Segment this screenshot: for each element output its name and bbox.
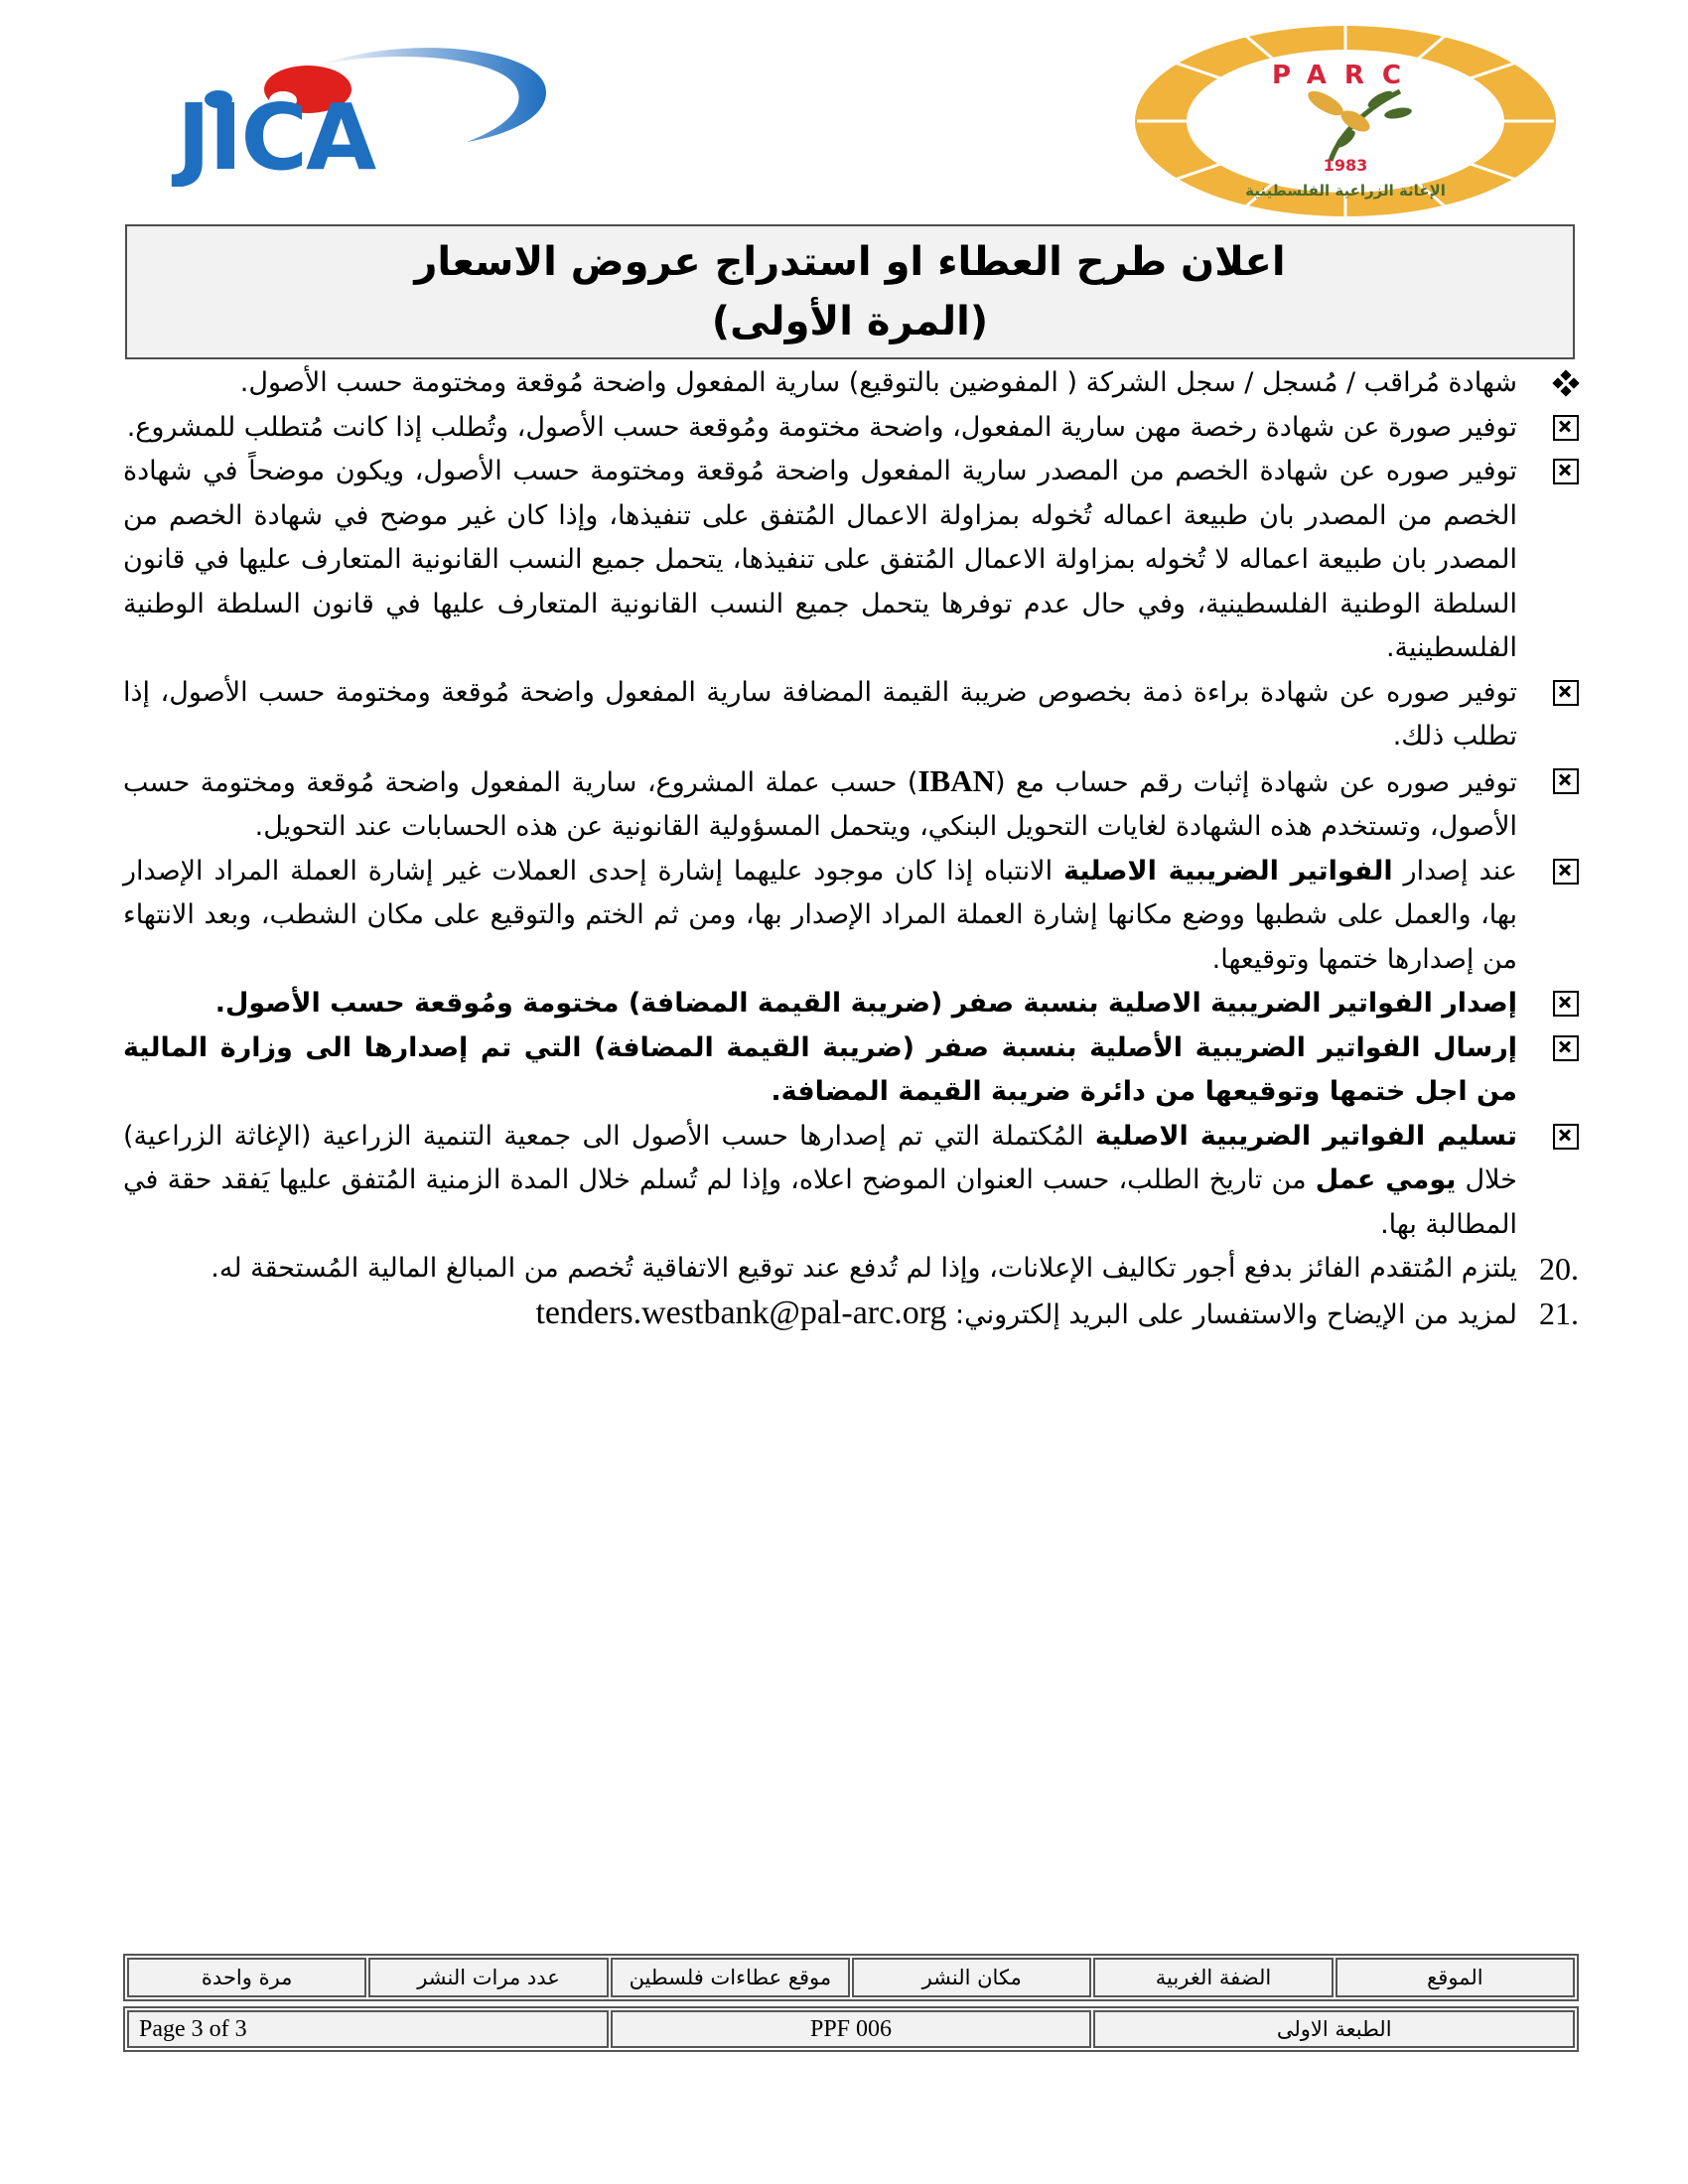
item-text: توفير صوره عن شهادة براءة ذمة بخصوص ضريبة القيمة المضافة سارية المفعول واضحة مُوقعة ومختومة حسب الأصول، إذا تطلب ذلك. — [123, 676, 1517, 751]
svg-text:الإغاثة الزراعية الفلسطينية: الإغاثة الزراعية الفلسطينية — [1245, 182, 1446, 200]
announcement-title-box — [125, 224, 1575, 359]
item-number: 20. — [1539, 1251, 1579, 1287]
document-info-table — [123, 2006, 1579, 2052]
item-number: 21. — [1539, 1295, 1579, 1331]
checkbox-x-icon — [1553, 415, 1579, 441]
checkbox-x-icon — [1553, 1035, 1579, 1061]
list-item — [123, 361, 1579, 406]
item-text: إصدار الفواتير الضريبية الاصلية بنسبة صفر (ضريبة القيمة المضافة) مختومة ومُوقعة حسب الأصول. — [214, 988, 1517, 1019]
publication-place-label: مكان النشر — [852, 1958, 1091, 1997]
svg-text:JICA: JICA — [177, 84, 375, 187]
item-text: توفير صورة عن شهادة رخصة مهن سارية المفعول، واضحة مختومة ومُوقعة حسب الأصول، وتُطلب إذا كانت مُتطلب للمشروع. — [126, 411, 1517, 443]
list-item — [123, 450, 1579, 671]
requirements-list — [123, 361, 1579, 1337]
list-item — [123, 1026, 1579, 1115]
form-code: PPF 006 — [611, 2010, 1092, 2048]
list-item — [123, 671, 1579, 759]
item-text: شهادة مُراقب / مُسجل / سجل الشركة ( المفوضين بالتوقيع) سارية المفعول واضحة مُوقعة ومختومة حسب الأصول. — [239, 367, 1517, 398]
parc-logo — [1132, 22, 1559, 220]
item-text: الانتباه إذا كان موجود عليهما إشارة إحدى العملات غير إشارة العملة المراد الإصدار بها، والعمل على شطبها ووضع مكانها إشارة العملة المراد الإصدار بها، ومن ثم الختم والتوقيع على مكان الشطب، وبعد الانتهاء من إصدارها ختمها وتوقيعها. — [123, 855, 1517, 975]
checkbox-x-icon — [1553, 859, 1579, 885]
checkbox-x-icon — [1553, 768, 1579, 794]
diamond-bullet-icon — [1553, 370, 1579, 396]
announcement-subtitle: (المرة الأولى) — [711, 299, 989, 344]
page-number: Page 3 of 3 — [127, 2010, 609, 2048]
list-item — [123, 850, 1579, 983]
item-bold-text: الفواتير الضريبية الاصلية — [1063, 855, 1393, 887]
edition-label: الطبعة الاولى — [1093, 2010, 1575, 2048]
numbered-item-20 — [123, 1247, 1579, 1292]
svg-text:PARC: PARC — [1272, 61, 1419, 90]
contact-email-link[interactable]: tenders.westbank@pal-arc.org — [535, 1294, 947, 1331]
list-item — [123, 406, 1579, 451]
svg-text:1983: 1983 — [1323, 156, 1368, 175]
list-item — [123, 982, 1579, 1026]
publication-count-label: عدد مرات النشر — [368, 1958, 608, 1997]
location-value: الضفة الغربية — [1093, 1958, 1333, 1997]
item-text: يلتزم المُتقدم الفائز بدفع أجور تكاليف الإعلانات، وإذا لم تُدفع عند توقيع الاتفاقية تُخصم من المبالغ المالية المُستحقة له. — [211, 1253, 1517, 1284]
item-text: إرسال الفواتير الضريبية الأصلية بنسبة صفر (ضريبة القيمة المضافة) التي تم إصدارها الى وزارة المالية من اجل ختمها وتوقيعها من دائرة ضريبة القيمة المضافة. — [123, 1031, 1517, 1107]
checkbox-x-icon — [1553, 680, 1579, 706]
item-bold-text: تسليم الفواتير الضريبية الاصلية — [1094, 1120, 1517, 1152]
item-text: من تاريخ الطلب، حسب العنوان الموضح اعلاه، وإذا لم تُسلم خلال المدة الزمنية المُتفق عليها يَفقد حقة في المطالبة بها. — [123, 1164, 1517, 1240]
publication-count-value: مرة واحدة — [127, 1958, 366, 1997]
announcement-title: اعلان طرح العطاء او استدراج عروض الاسعار — [414, 239, 1286, 285]
list-item — [123, 1115, 1579, 1248]
checkbox-x-icon — [1553, 1124, 1579, 1150]
numbered-item-21 — [123, 1292, 1579, 1338]
item-text: لمزيد من الإيضاح والاستفسار على البريد إلكتروني: — [946, 1298, 1517, 1330]
iban-label: IBAN — [917, 762, 995, 798]
item-text: ) حسب عملة المشروع، سارية المفعول واضحة مُوقعة ومختومة حسب الأصول، وتستخدم هذه الشهادة لغايات التحويل البنكي، ويتحمل المسؤولية القانونية عن هذه الحسابات عند التحويل. — [123, 766, 1517, 842]
item-text: توفير صوره عن شهادة إثبات رقم حساب مع ( — [994, 766, 1517, 798]
item-bold-text: يومي عمل — [1315, 1164, 1457, 1195]
list-item — [123, 759, 1579, 850]
publication-info-table — [123, 1954, 1579, 2001]
item-text: عند إصدار — [1392, 855, 1517, 887]
checkbox-x-icon — [1553, 459, 1579, 484]
publication-place-value: موقع عطاءات فلسطين — [611, 1958, 850, 1997]
jica-logo — [169, 38, 556, 187]
item-text: المُكتملة التي تم إصدارها حسب الأصول الى جمعية التنمية الزراعية (الإغاثة الزراعية) خلال — [123, 1120, 1517, 1195]
item-text: توفير صوره عن شهادة الخصم من المصدر سارية المفعول واضحة مُوقعة ومختومة حسب الأصول، ويكون موضحاً في شهادة الخصم من المصدر بان طبيعة اعماله تُخوله بمزاولة الاعمال المُتفق على تنفيذها، وإذا كان غير موضح في شهادة الخصم من المصدر بان طبيعة اعماله لا تُخوله بمزاولة الاعمال المُتفق على تنفيذها، يتحمل جميع النسب القانونية المتعارف عليها في قانون السلطة الوطنية الفلسطينية، وفي حال عدم توفرها يتحمل جميع النسب القانونية المتعارف عليها في قانون السلطة الوطنية الفلسطينية. — [123, 456, 1517, 663]
checkbox-x-icon — [1553, 991, 1579, 1017]
location-label: الموقع — [1336, 1958, 1575, 1997]
